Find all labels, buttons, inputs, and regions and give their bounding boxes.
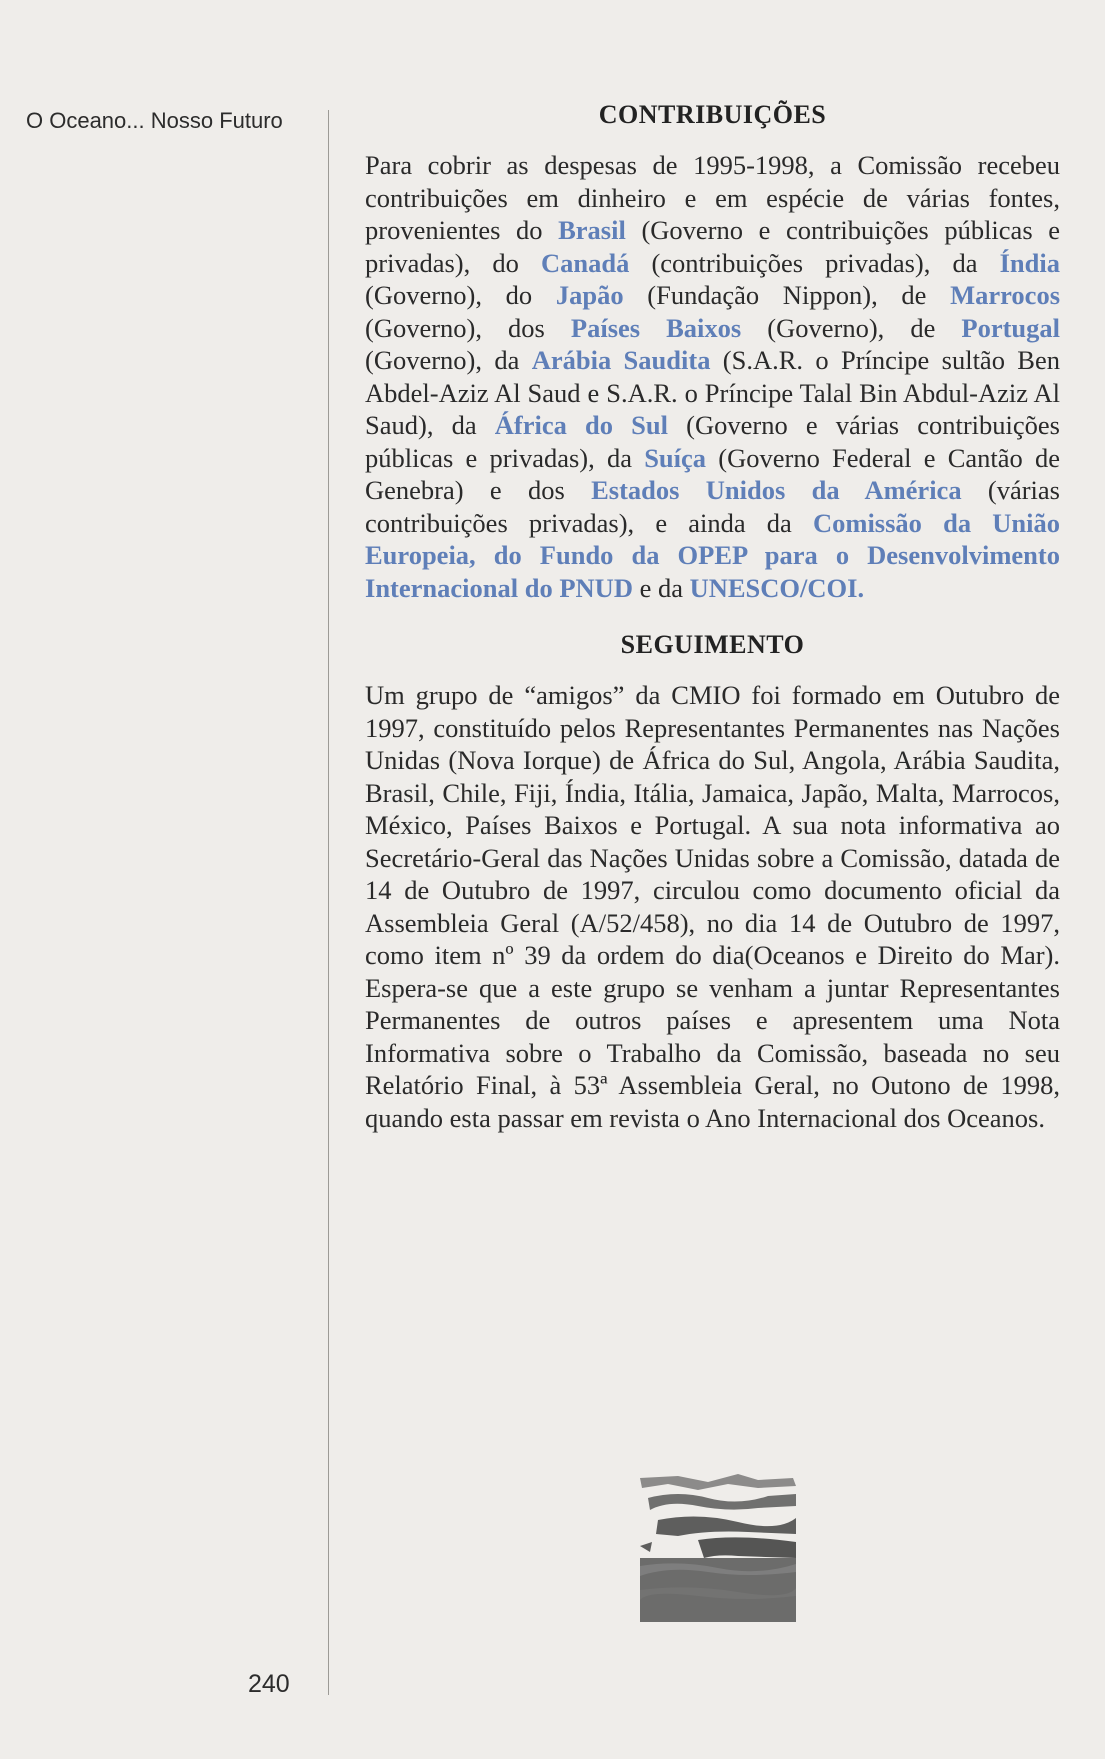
seguimento-paragraph: Um grupo de “amigos” da CMIO foi formado em Outubro de 1997, constituído pelos Representantes Permanentes nas Nações Unidas (Nova Iorque) de África do Sul, Angola, Arábia Saudita, Brasil, Chile, Fiji, Índia, Itália, Jamaica, Japão, Malta, Marrocos, México, Países Baixos e Portugal. A sua nota informativa ao Secretário-Geral das Nações Unidas sobre a Comissão, datada de 14 de Outubro de 1997, circulou como documento oficial da Assembleia Geral (A/52/458), no dia 14 de Outubro de 1997, como item nº 39 da ordem do dia(Oceanos e Direito do Mar). Espera-se que a este grupo se venham a juntar Representantes Permanentes de outros países e apresentem uma Nota Informativa sobre o Trabalho da Comissão, baseada no seu Relatório Final, à 53ª Assembleia Geral, no Outono de 1998, quando esta passar em revista o Ano Internacional dos Oceanos. [365,680,1060,1133]
contributor-name: África do Sul [494,410,669,440]
contributor-name: Brasil [558,215,626,245]
contributor-name: Portugal [961,312,1061,343]
paragraph-text: (Governo Federal e Cantão de Genebra) e dos [365,442,1060,505]
contributor-name: Países Baixos [570,312,742,343]
main-column [365,100,1060,1134]
paragraph-text: (Governo), da [365,345,532,375]
paragraph-text: (Governo), de [741,312,962,343]
contributor-name: Arábia Saudita [531,345,711,375]
contributor-name: UNESCO/COI. [689,572,865,603]
contributor-name: Estados Unidos da América [591,475,962,505]
section-heading-contribuicoes: CONTRIBUIÇÕES [598,100,827,129]
contributor-name: Canadá [540,247,630,278]
paragraph-text: (Fundação Nippon), de [623,280,951,310]
contributor-name: Comissão da União Europeia, do Fundo da OPEP para o Desenvolvimento Internacional do PNUD [365,507,1060,603]
paragraph-text: e da [632,572,690,603]
paragraph-text: (S.A.R. o Príncipe sultão Ben Abdel-Aziz Al Saud e S.A.R. o Príncipe Talal Bin Abdul-Aziz Al Saud), da [365,345,1060,440]
paragraph-text: (contribuições privadas), da [629,247,1000,278]
running-head: O Oceano... Nosso Futuro [26,108,283,133]
paragraph-text: Para cobrir as despesas de 1995-1998, a Comissão recebeu contribuições em dinheiro e em espécie de várias fontes, provenientes do [365,150,1060,245]
section-heading-seguimento: SEGUIMENTO [620,630,805,659]
paragraph-text: (várias contribuições privadas), e ainda da [365,475,1060,538]
column-divider [328,110,329,1695]
ocean-wave-illustration [638,1468,798,1624]
contributor-name: Japão [555,280,624,310]
contributor-name: Índia [999,247,1060,278]
contributor-name: Marrocos [950,280,1061,310]
contributor-name: Suíça [644,442,707,473]
paragraph-text: (Governo e contribuições públicas e privadas), do [365,215,1060,278]
paragraph-text: (Governo), do [365,280,556,310]
paragraph-text: (Governo), dos [365,312,571,343]
contribuicoes-paragraph [365,149,1060,604]
page-number: 240 [248,1670,290,1698]
paragraph-text: (Governo e várias contribuições públicas e privadas), da [365,410,1060,473]
